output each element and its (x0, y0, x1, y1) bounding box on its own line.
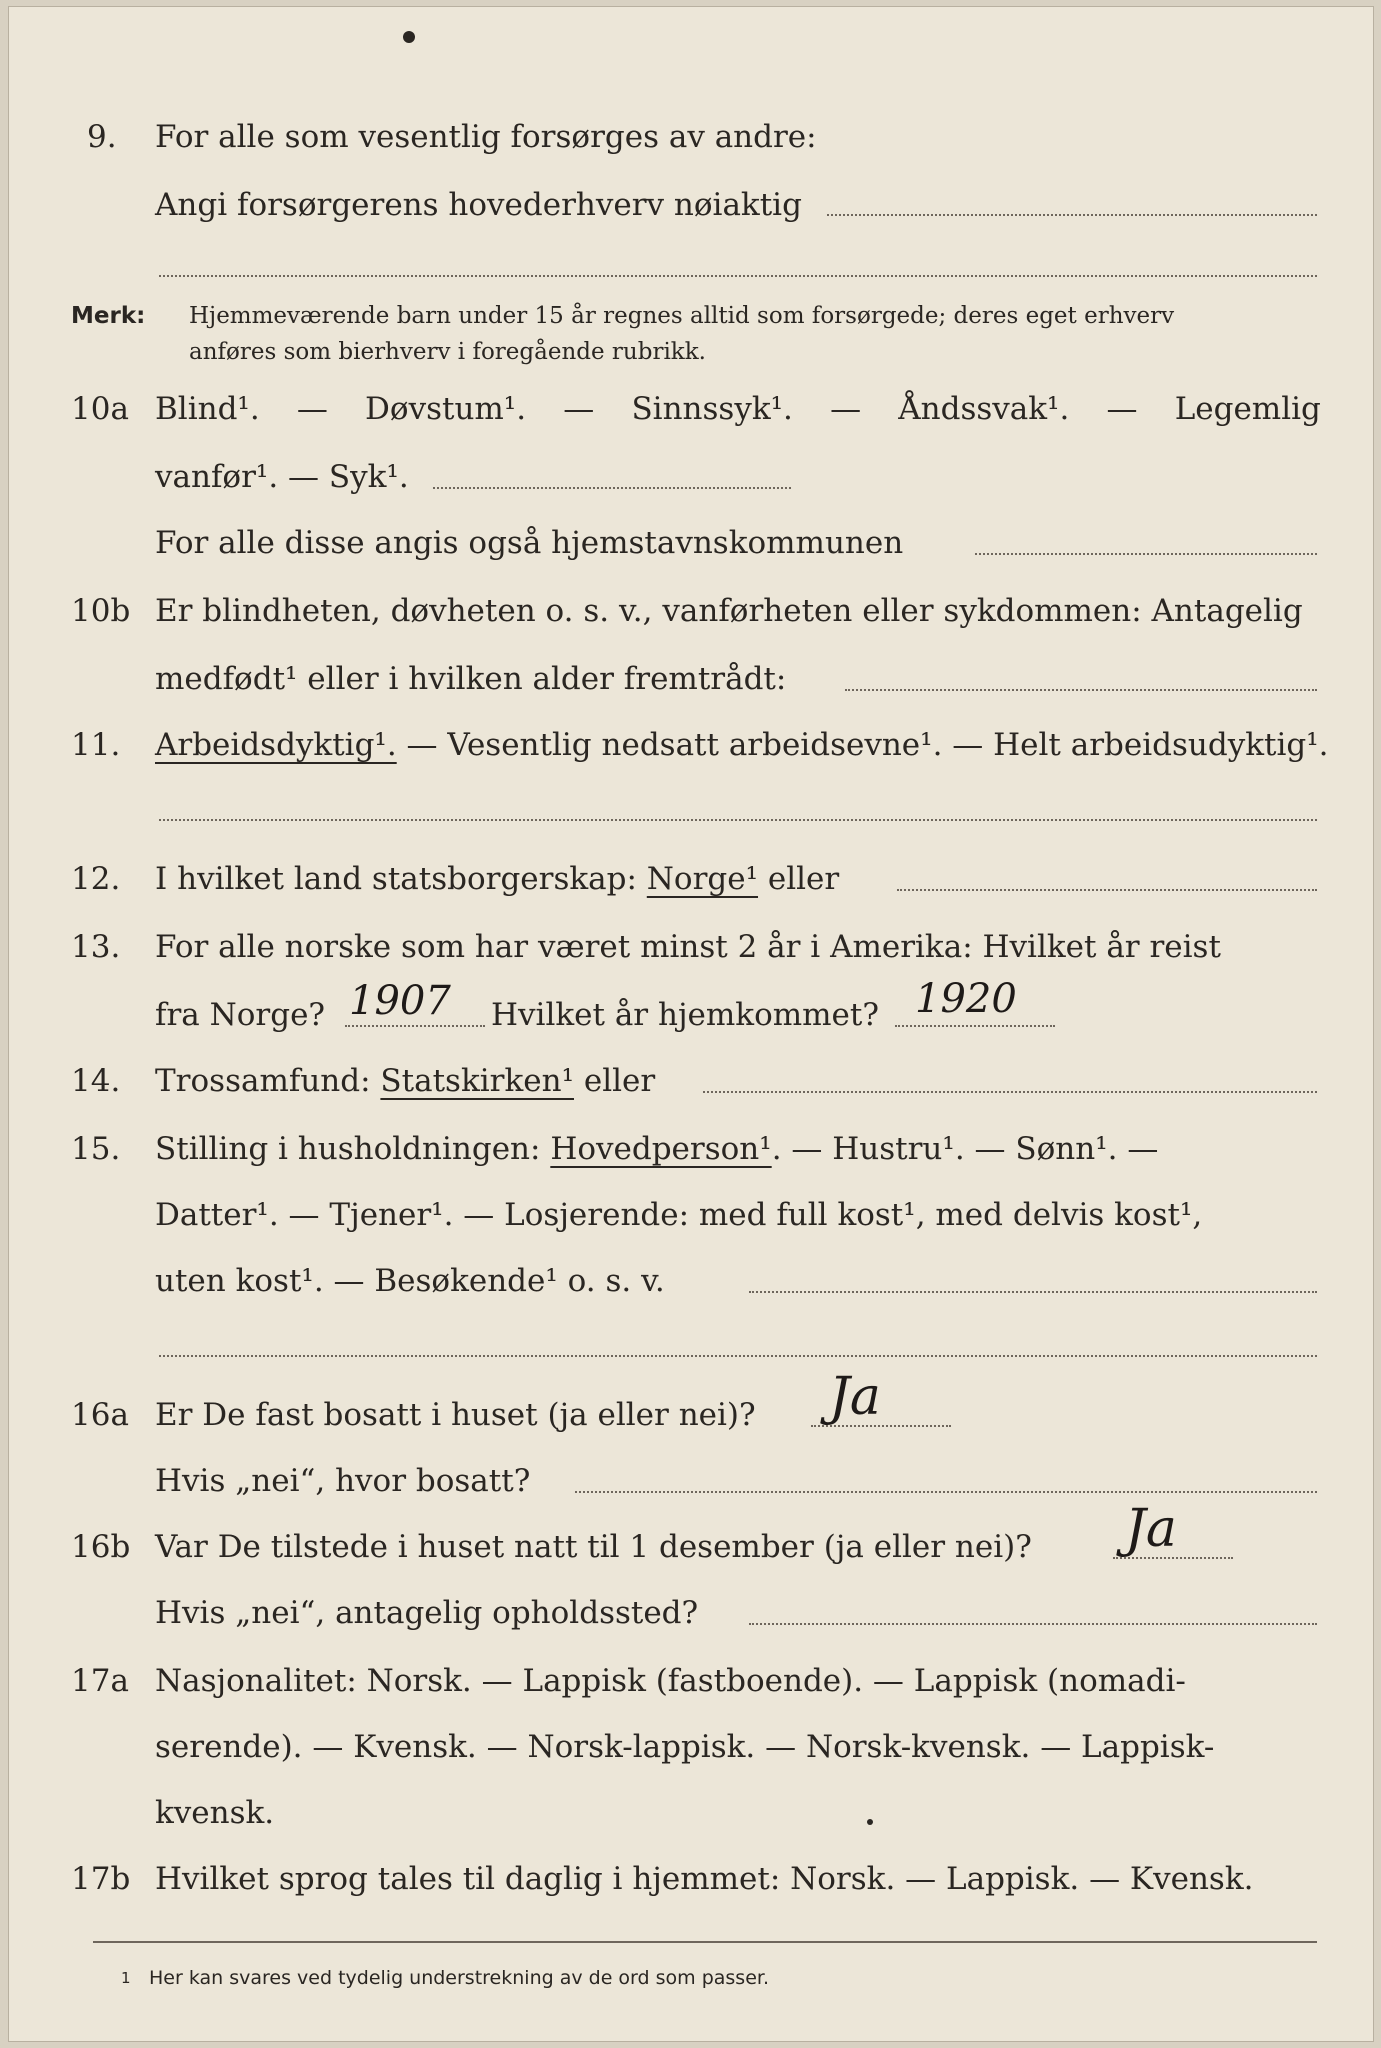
merk-line1: Hjemmeværende barn under 15 år regnes alltid som forsørgede; deres eget erhverv (189, 303, 1175, 329)
q10b-answer-line (845, 689, 1317, 691)
q16a-line1: Er De fast bosatt i huset (ja eller nei)? (155, 1397, 756, 1433)
q16b-handwritten-answer: Ja (1125, 1499, 1177, 1559)
q10a-option: — (1106, 391, 1138, 427)
q16b-opholdssted-line (749, 1623, 1317, 1625)
q11-number: 11. (71, 727, 121, 763)
q9-number: 9. (87, 119, 117, 155)
q10a-option: — (296, 391, 328, 427)
q13-line1: For alle norske som har været minst 2 år i Amerika: Hvilket år reist (155, 929, 1221, 965)
q17a-line1: Nasjonalitet: Norsk. — Lappisk (fastboende). — Lappisk (nomadi- (155, 1663, 1186, 1699)
q10a-line3: For alle disse angis også hjemstavnskommunen (155, 525, 904, 561)
q17a-line2: serende). — Kvensk. — Norsk-lappisk. — Norsk-kvensk. — Lappisk- (155, 1729, 1215, 1765)
q12-answer-line (897, 889, 1317, 891)
q13-pre: fra Norge? (155, 997, 326, 1033)
q15-line2: Datter¹. — Tjener¹. — Losjerende: med full kost¹, med delvis kost¹, (155, 1197, 1203, 1233)
q10a-option: Døvstum¹. (365, 391, 527, 427)
q9-line2: Angi forsørgerens hovederhverv nøiaktig (155, 187, 802, 223)
q9-answer-line (827, 214, 1317, 216)
q12-number: 12. (71, 861, 121, 897)
ink-dot (867, 1819, 873, 1825)
q11-underlined-answer: Arbeidsdyktig¹. (155, 727, 397, 763)
q10a-line2: vanfør¹. — Syk¹. (155, 459, 409, 495)
q16b-number: 16b (71, 1529, 131, 1565)
q10a-option: Blind¹. (155, 391, 260, 427)
q10b-number: 10b (71, 593, 131, 629)
q10b-line1: Er blindheten, døvheten o. s. v., vanførheten eller sykdommen: Antagelig (155, 593, 1303, 629)
q16a-handwritten-answer: Ja (829, 1367, 881, 1427)
q10a-option: Legemlig (1174, 391, 1321, 427)
q14-answer-line (703, 1091, 1317, 1093)
footnote-rule (93, 1941, 1317, 1943)
q15-line1: Stilling i husholdningen: Hovedperson¹. — Hustru¹. — Sønn¹. — (155, 1131, 1159, 1167)
q11-line1: Arbeidsdyktig¹. — Vesentlig nedsatt arbeidsevne¹. — Helt arbeidsudyktig¹. (155, 727, 1329, 763)
q13-year-hjem-handwritten: 1920 (915, 976, 1017, 1022)
q17a-line3: kvensk. (155, 1795, 275, 1831)
q10a-number: 10a (71, 391, 129, 427)
q10b-line2: medfødt¹ eller i hvilken alder fremtrådt: (155, 661, 787, 697)
q10a-hjemstavn-line (975, 553, 1317, 555)
q13-year-hjem-line (895, 1025, 1055, 1027)
q15-underlined-answer: Hovedperson¹ (550, 1131, 772, 1167)
ink-dot (403, 31, 415, 43)
q9-line1: For alle som vesentlig forsørges av andre: (155, 119, 817, 155)
q12-line1: I hvilket land statsborgerskap: Norge¹ eller (155, 861, 840, 897)
census-form-page (8, 6, 1374, 2042)
q13-number: 13. (71, 929, 121, 965)
q13-year-reist-handwritten: 1907 (349, 978, 451, 1024)
q15-answer-line (749, 1291, 1317, 1293)
q16a-line2: Hvis „nei“, hvor bosatt? (155, 1463, 531, 1499)
q10a-option: Sinnssyk¹. (631, 391, 793, 427)
q10a-line1 (155, 389, 1321, 429)
q16b-line1: Var De tilstede i huset natt til 1 desember (ja eller nei)? (155, 1529, 1032, 1565)
merk-line2: anføres som bierhverv i foregående rubrikk. (189, 339, 706, 365)
footnote-text: Her kan svares ved tydelig understrekning av de ord som passer. (149, 1967, 769, 1989)
q15-line3: uten kost¹. — Besøkende¹ o. s. v. (155, 1263, 665, 1299)
q13-year-reist-line (345, 1025, 485, 1027)
q15-extra-line (159, 1355, 1317, 1357)
q13-mid: Hvilket år hjemkommet? (491, 997, 879, 1033)
q9-extra-line (159, 275, 1317, 277)
merk-label: Merk: (71, 303, 146, 329)
q16a-number: 16a (71, 1397, 129, 1433)
q14-number: 14. (71, 1063, 121, 1099)
q14-underlined-answer: Statskirken¹ (380, 1063, 574, 1099)
q11-extra-line (159, 819, 1317, 821)
q10a-option: Åndssvak¹. (898, 391, 1070, 427)
q16a-bosatt-line (575, 1491, 1317, 1493)
q10a-answer-line (433, 487, 791, 489)
footnote-mark: 1 (121, 1969, 131, 1987)
q15-number: 15. (71, 1131, 121, 1167)
q17b-line1: Hvilket sprog tales til daglig i hjemmet: Norsk. — Lappisk. — Kvensk. (155, 1861, 1254, 1897)
q16b-line2: Hvis „nei“, antagelig opholdssted? (155, 1595, 699, 1631)
q12-underlined-answer: Norge¹ (646, 861, 759, 897)
q10a-option: — (830, 391, 862, 427)
q10a-option: — (563, 391, 595, 427)
q14-line1: Trossamfund: Statskirken¹ eller (155, 1063, 656, 1099)
q17a-number: 17a (71, 1663, 129, 1699)
q17b-number: 17b (71, 1861, 131, 1897)
